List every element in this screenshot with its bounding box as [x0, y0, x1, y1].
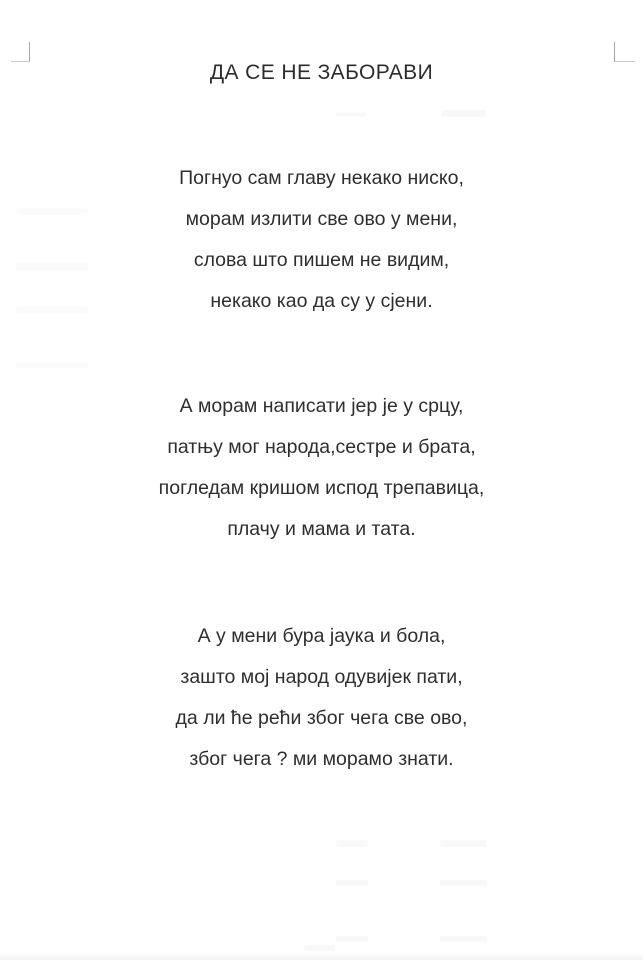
smudge-artifact — [336, 112, 366, 117]
stanza-1 — [0, 158, 643, 322]
smudge-artifact — [16, 362, 88, 368]
poem-line: погледам кришом испод трепавица, — [158, 477, 485, 499]
poem-line: слова што пишем не видим, — [193, 249, 450, 271]
poem-line: да ли ће рећи због чега све ово, — [175, 707, 468, 729]
poem-line: морам излити све ово у мени, — [185, 208, 458, 230]
smudge-artifact — [336, 936, 368, 942]
smudge-artifact — [336, 880, 368, 886]
smudge-artifact — [16, 306, 88, 313]
poem-title: ДА СЕ НЕ ЗАБОРАВИ — [209, 61, 434, 84]
smudge-artifact — [440, 936, 487, 942]
poem-line: А морам написати јер је у срцу, — [179, 395, 464, 417]
smudge-artifact — [441, 110, 486, 117]
stanza-3 — [0, 616, 643, 780]
poem-line: патњу мог народа,сестре и брата, — [167, 436, 476, 458]
poem-line: Погнуо сам главу некако ниско, — [179, 167, 464, 189]
poem-line: плачу и мама и тата. — [227, 518, 416, 540]
poem-line: А у мени бура јаука и бола, — [197, 625, 446, 647]
smudge-artifact — [16, 208, 88, 215]
smudge-artifact — [440, 880, 487, 886]
smudge-artifact — [16, 263, 88, 271]
photo-bottom-edge-shadow — [0, 953, 643, 960]
smudge-artifact — [336, 840, 368, 847]
smudge-artifact — [440, 840, 487, 847]
poem-line: због чега ? ми морамо знати. — [189, 748, 454, 770]
stanza-2 — [0, 386, 643, 550]
poem-line: некако као да су у сјени. — [210, 290, 433, 312]
poem-line: зашто мој народ одувијек пати, — [180, 666, 463, 688]
smudge-artifact — [304, 945, 335, 951]
